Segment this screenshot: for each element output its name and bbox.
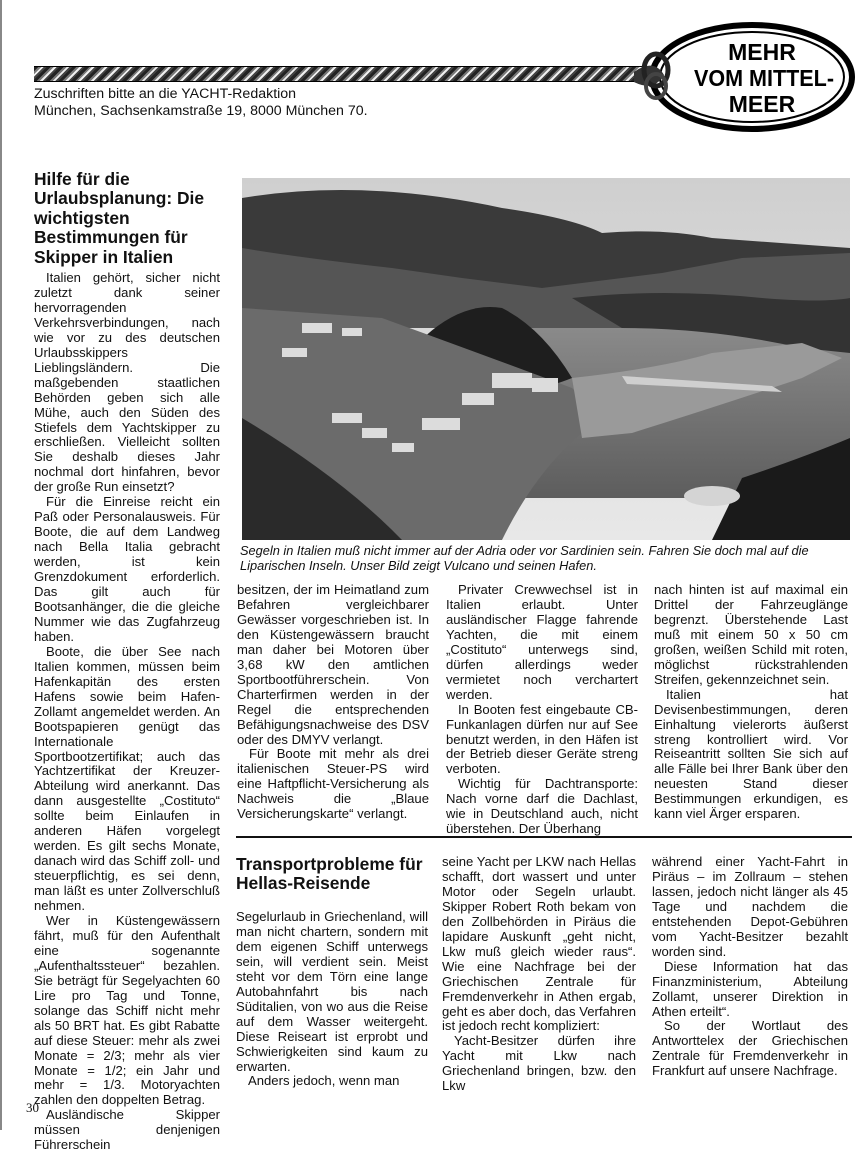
article-2-column-3 (652, 855, 848, 1079)
page-edge (0, 0, 2, 1130)
editorial-address (34, 86, 454, 120)
section-divider (236, 836, 852, 838)
rope-knot-icon (634, 54, 668, 98)
paragraph: Boote, die über See nach Italien kommen, müssen beim Hafenkapitän des ersten Hafens sowie beim Hafen-Zollamt angemeldet werden. An Bootspapieren genügt das Internationale Sportbootzertifikat; auch das Yachtzertifikat der Kreuzer-Abteilung wird anerkannt. Das dann ausgestellte „Costituto“ sollte beim Einlaufen in anderen Häfen vorgelegt werden. Es gilt sechs Monate, danach wird das Schiff zoll- und steuerpflichtig, es sei denn, man läßt es unter Zollverschluß nehmen. (34, 643, 220, 914)
paragraph: Wer in Küstengewässern fährt, muß für den Aufenthalt eine sogenannte „Aufenthaltssteuer“ bezahlen. Sie beträgt für Segelyachten 60 Lire pro Tag und Tonne, solange das Schiff nicht mehr als 50 BRT hat. Es gibt Rabatte auf diese Steuer: mehr als zwei Monate = 2/3; mehr als vier Monate = 1/2; ein Jahr und mehr = 1/3. Motoryachten zahlen den doppelten Betrag. (34, 912, 220, 1108)
address-line-1: Zuschriften bitte an die YACHT-Redaktion (34, 86, 297, 102)
paragraph: Für die Einreise reicht ein Paß oder Personalausweis. Für Boote, die auf dem Landweg nach Bella Italia gebracht werden, ist kein Grenzdokument erforderlich. Das gilt auch für Bootsanhänger, die die gleiche Nummer wie das Zugfahrzeug haben. (34, 494, 220, 644)
paragraph: In Booten fest eingebaute CB-Funkanlagen dürfen nur auf See benutzt werden, in den Häfen ist der Betrieb dieser Geräte streng verboten. (446, 701, 638, 777)
paragraph: besitzen, der im Heimatland zum Befahren vergleichbarer Gewässer vorgeschrieben ist. In den Küstengewässern braucht man daher bei Motoren über 3,68 kW den amtlichen Sportbootführerschein. Von Charterfirmen werden in der Regel die entsprechenden Befähigungsnachweise des DSV oder des DMYV verlangt. (237, 582, 429, 747)
article-2-column-1 (236, 910, 428, 1089)
photo-caption: Segeln in Italien muß nicht immer auf der Adria oder vor Sardinien sein. Fahren Sie doch mal auf die Liparischen Inseln. Unser Bild zeigt Vulcano und seinen Hafen. (240, 543, 809, 573)
article-2-headline: Transportprobleme für Hellas-Reisende (236, 854, 423, 894)
paragraph: Diese Information hat das Finanzministerium, Abteilung Zollamt, unserer Direktion in Athen erteilt“. (652, 958, 848, 1019)
paragraph: Ausländische Skipper müssen denjenigen Führerschein (34, 1107, 220, 1153)
paragraph: So der Wortlaut des Antworttelex der Griechischen Zentrale für Fremdenverkehr in Frankfurt auf unsere Nachfrage. (652, 1018, 848, 1079)
paragraph: Italien hat Devisenbestimmungen, deren Einhaltung vielerorts äußerst streng kontrolliert wird. Vor Reiseantritt sollten Sie sich auf alle Fälle bei Ihrer Bank über den neuesten Stand dieser Bestimmungen erkundigen, es kann viel Ärger ersparen. (654, 686, 848, 822)
paragraph: während einer Yacht-Fahrt in Piräus – im Zollraum – stehen lassen, jedoch nicht länger als 45 Tage und nachdem die entstehenden Depot-Gebühren vom Yacht-Besitzer bezahlt worden sind. (652, 854, 848, 959)
paragraph: Anders jedoch, wenn man (248, 1073, 400, 1089)
article-2-column-2 (442, 855, 636, 1094)
article-column-2 (237, 583, 429, 822)
paragraph: nach hinten ist auf maximal ein Drittel der Fahrzeuglänge begrenzt. Überstehende Last muß mit einem 50 x 50 cm großen, weißen Schild mit roten, möglichst rückstrahlenden Streifen, gekennzeichnet sein. (654, 582, 848, 687)
paragraph: seine Yacht per LKW nach Hellas schafft, dort wassert und unter Motor oder Segeln urlaubt. Skipper Robert Roth bekam von den Zollbehörden in Piräus die lapidare Auskunft „geht nicht, Lkw muß gleich wieder raus“. Wie eine Nachfrage bei der Griechischen Zentrale für Fremdenverkehr in Athen ergab, geht es aber doch, das Verfahren ist jedoch recht kompliziert: (442, 854, 636, 1034)
paragraph: Für Boote mit mehr als drei italienischen Steuer-PS wird eine Haftpflicht-Versicherung als Nachweis die „Blaue Versicherungskarte“ verlangt. (237, 746, 429, 822)
paragraph: Segelurlaub in Griechenland, will man nicht chartern, sondern mit dem eigenen Schiff unterwegs sein, will verdient sein. Meist steht vor dem Törn eine lange Autobahnfahrt bis nach Süditalien, von wo aus die Reise auf dem Wasser weitergeht. Diese Reiseart ist erprobt und Schwierigkeiten sind kaum zu erwarten. (236, 909, 428, 1074)
address-line-2: München, Sachsenkamstraße 19, 8000 München 70. (34, 103, 368, 119)
paragraph: Italien gehört, sicher nicht zuletzt dank seiner hervorragenden Verkehrsverbindungen, nach wie vor zu des deutschen Urlaubsskippers Lieblingsländern. Die maßgebenden staatlichen Behörden geben sich alle Mühe, auch den Süden des Stiefels dem Yachtskipper zu erschließen. Vielleicht sollten Sie deshalb dieses Jahr nochmal dort hinfahren, bevor der große Run einsetzt? (34, 270, 220, 495)
vulcano-harbor-photo (242, 178, 850, 540)
badge-line-3: MEER (728, 91, 796, 117)
paragraph: Wichtig für Dachtransporte: Nach vorne darf die Dachlast, wie in Deutschland auch, nicht überstehen. Der Überhang (446, 776, 638, 837)
mehr-vom-mittelmeer-badge (634, 20, 856, 134)
article-column-3 (446, 583, 638, 837)
badge-line-2: VOM MITTEL- (694, 65, 834, 91)
rope-banner (34, 66, 644, 82)
article-column-1 (34, 271, 220, 1153)
paragraph: Privater Crewwechsel ist in Italien erlaubt. Unter ausländischer Flagge fahrende Yachten, die mit einem „Costituto“ unterwegs sind, dürfen allerdings weder vermietet noch verchartert werden. (446, 582, 638, 702)
article-column-4 (654, 583, 848, 822)
article-headline: Hilfe für die Urlaubsplanung: Die wichtigsten Bestimmungen für Skipper in Italien (34, 169, 205, 267)
page-number: 30 (26, 1100, 39, 1115)
badge-line-1: MEHR (728, 39, 796, 65)
paragraph: Yacht-Besitzer dürfen ihre Yacht mit Lkw nach Griechenland bringen, bzw. den Lkw (442, 1033, 636, 1094)
